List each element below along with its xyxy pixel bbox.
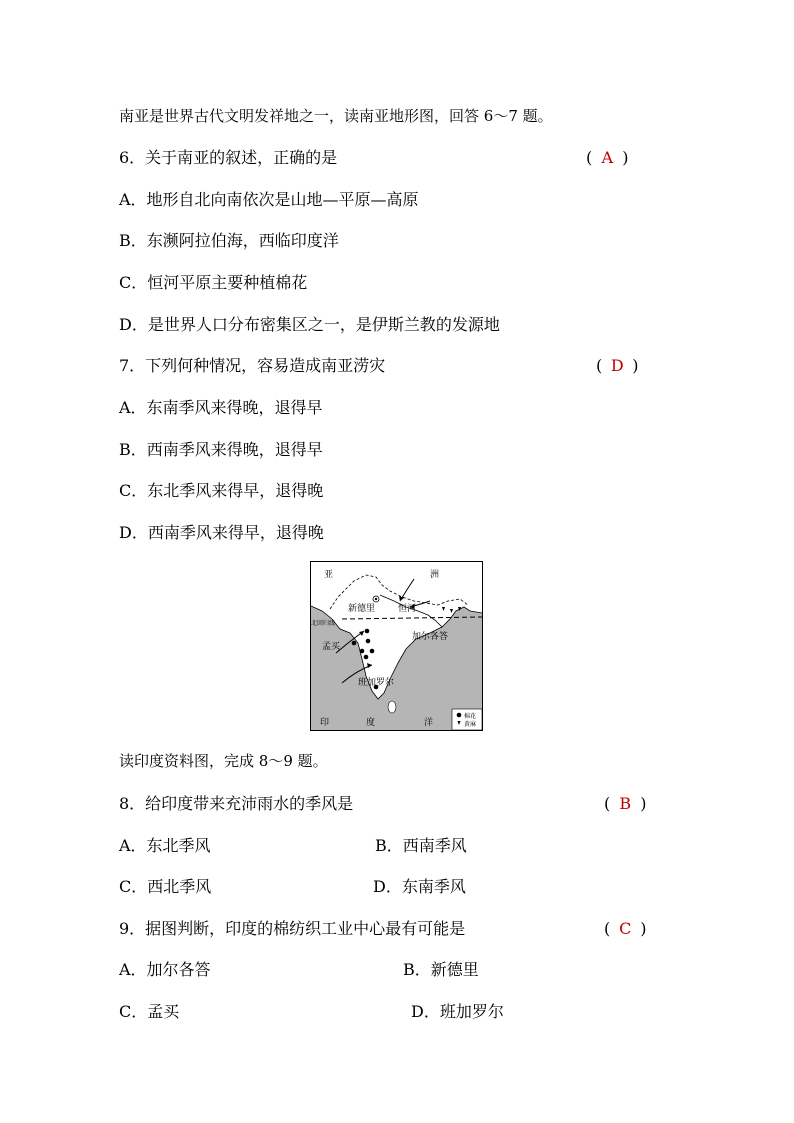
- cotton-icon: [360, 649, 365, 654]
- bracket-close: ): [632, 356, 639, 375]
- question-8-option-a: A．东北季风: [119, 836, 211, 855]
- sri-lanka: [388, 701, 396, 713]
- question-9-option-d: D．班加罗尔: [411, 1002, 504, 1021]
- question-8-option-c: C．西北季风: [119, 877, 212, 896]
- question-6-option-b: B．东濒阿拉伯海，西临印度洋: [119, 231, 339, 250]
- question-7-option-a: A．东南季风来得晚，退得早: [119, 398, 323, 417]
- question-9-answer-bracket: [604, 919, 647, 939]
- city-marker-new-delhi-dot: [375, 598, 377, 600]
- label-new-delhi: 新德里: [348, 604, 376, 614]
- question-9-option-c: C．孟买: [119, 1002, 180, 1021]
- question-9-option-a: A．加尔各答: [119, 960, 211, 979]
- bracket-open: (: [604, 794, 611, 813]
- cotton-icon: [352, 641, 357, 646]
- question-6-option-a: A．地形自北向南依次是山地—平原—高原: [119, 190, 419, 209]
- label-ocean-du: 度: [366, 718, 376, 728]
- question-8-option-d: D．东南季风: [373, 877, 466, 896]
- label-ocean-yin: 印: [320, 718, 330, 728]
- cotton-icon: [366, 639, 371, 644]
- cotton-icon: [364, 655, 369, 660]
- label-ocean-yang: 洋: [424, 718, 434, 728]
- bracket-close: ): [640, 794, 647, 813]
- legend-cotton-label: 棉花: [464, 713, 477, 720]
- question-8-stem: 8．给印度带来充沛雨水的季风是: [119, 794, 354, 813]
- question-6-stem: 6．关于南亚的叙述，正确的是: [119, 148, 338, 167]
- cotton-icon: [370, 649, 375, 654]
- label-kolkata: 加尔各答: [412, 632, 449, 642]
- question-8-option-b: B．西南季风: [375, 836, 467, 855]
- question-6-option-c: C．恒河平原主要种植棉花: [119, 273, 308, 292]
- india-map: [310, 561, 483, 731]
- label-asia-zhou: 洲: [430, 570, 440, 580]
- question-7-answer: D: [610, 356, 624, 375]
- question-7-answer-bracket: [596, 356, 639, 376]
- question-6-answer: A: [601, 148, 614, 167]
- section-intro: 读印度资料图，完成 8～9 题。: [119, 752, 328, 770]
- label-asia-ya: 亚: [324, 570, 334, 580]
- bracket-close: ): [640, 919, 647, 938]
- bracket-open: (: [596, 356, 603, 375]
- question-8-answer-bracket: [604, 794, 647, 814]
- cotton-icon: [365, 629, 370, 634]
- question-6-answer-bracket: [586, 148, 629, 168]
- question-6-option-d: D．是世界人口分布密集区之一，是伊斯兰教的发源地: [119, 315, 500, 334]
- label-bangalore: 班加罗尔: [358, 678, 395, 688]
- legend-jute-label: 黄麻: [464, 721, 477, 728]
- question-7-option-d: D．西南季风来得早，退得晚: [119, 523, 324, 542]
- question-7-option-c: C．东北季风来得早，退得晚: [119, 481, 324, 500]
- question-9-answer: C: [619, 919, 632, 938]
- bracket-open: (: [604, 919, 611, 938]
- label-ganges: 恒河: [398, 604, 417, 614]
- label-tropic: 北回归线: [311, 620, 336, 627]
- question-7-stem: 7．下列何种情况，容易造成南亚涝灾: [119, 356, 386, 375]
- question-9-option-b: B．新德里: [403, 960, 479, 979]
- bracket-close: ): [622, 148, 629, 167]
- question-8-answer: B: [619, 794, 632, 813]
- section-intro: 南亚是世界古代文明发祥地之一，读南亚地形图，回答 6～7 题。: [119, 107, 553, 125]
- legend-cotton-icon: [457, 713, 462, 718]
- label-mumbai: 孟买: [322, 642, 341, 652]
- bracket-open: (: [586, 148, 593, 167]
- question-9-stem: 9．据图判断，印度的棉纺织工业中心最有可能是: [119, 919, 466, 938]
- question-7-option-b: B．西南季风来得晚，退得早: [119, 440, 323, 459]
